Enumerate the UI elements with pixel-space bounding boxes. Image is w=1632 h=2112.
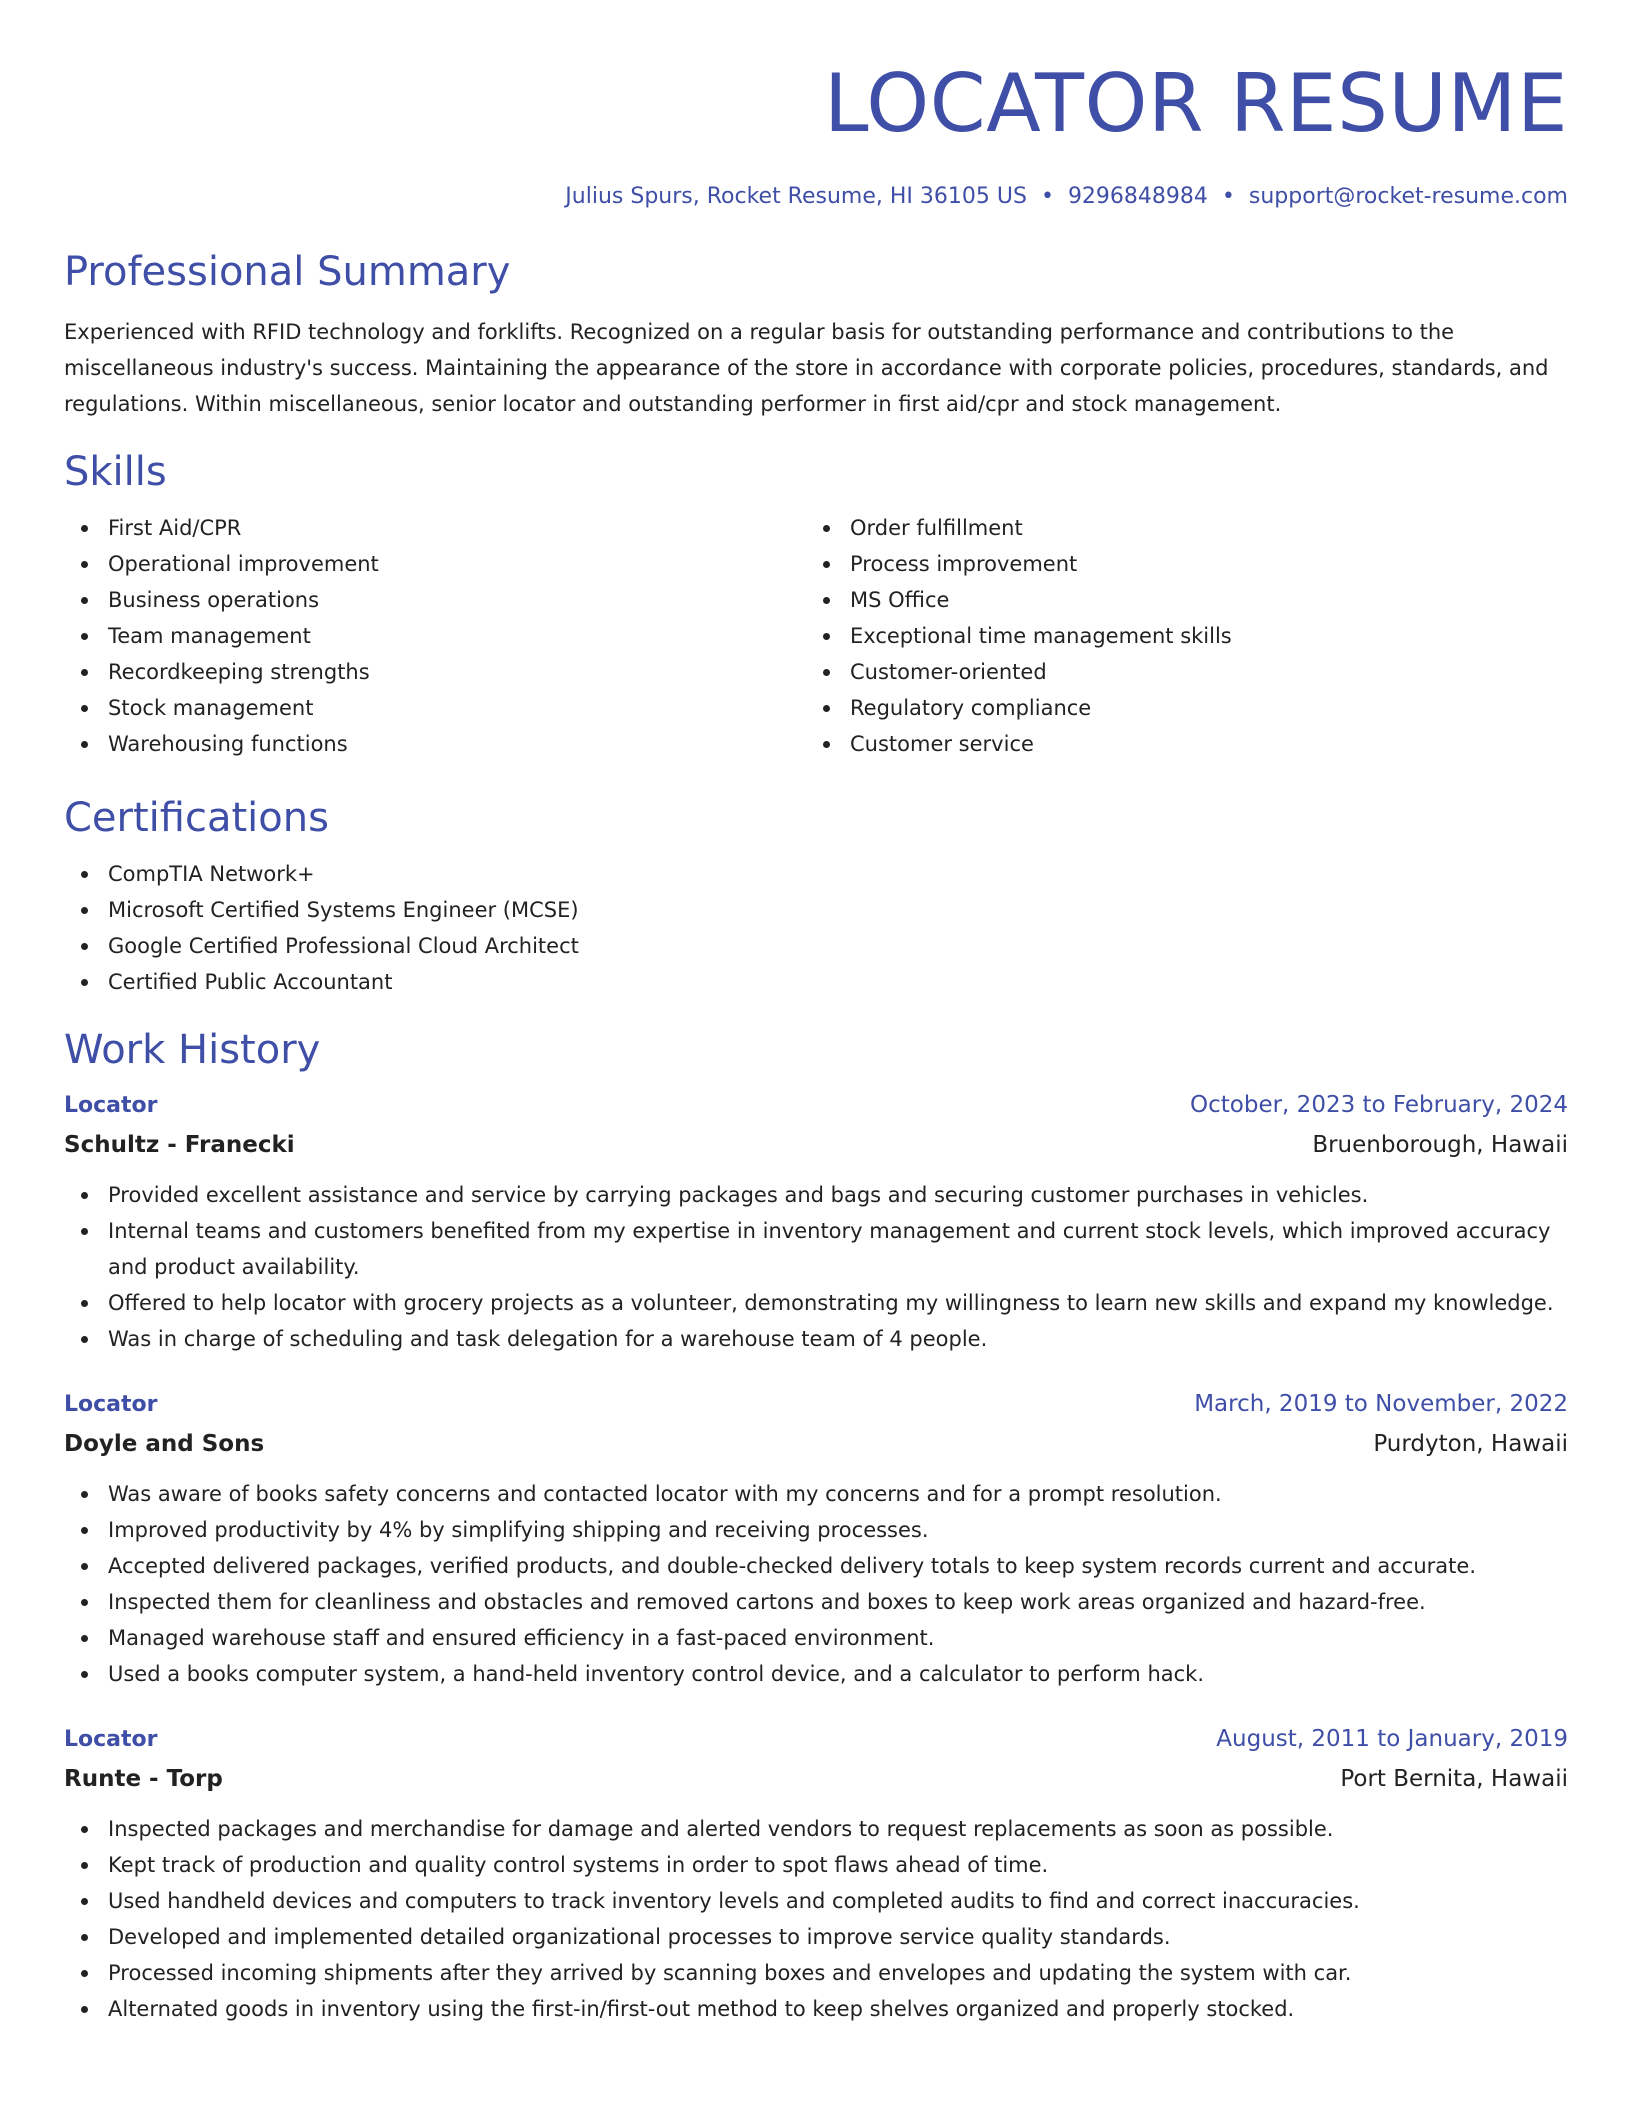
certifications-list [64,856,1568,1000]
job-duty: Improved productivity by 4% by simplifying shipping and receiving processes. [64,1512,1568,1548]
job-duty: Provided excellent assistance and service by carrying packages and bags and securing customer purchases in vehicles. [64,1177,1568,1213]
skill-item: Process improvement [806,546,1548,582]
job-company: Doyle and Sons [64,1431,265,1457]
skill-item: Recordkeeping strengths [64,654,806,690]
job-company-row [64,1759,1568,1799]
certification-item: Google Certified Professional Cloud Architect [64,928,1568,964]
job-duty: Inspected them for cleanliness and obstacles and removed cartons and boxes to keep work areas organized and hazard-free. [64,1584,1568,1620]
job-entry [64,1720,1568,2027]
skills-heading: Skills [64,449,167,495]
certification-item: CompTIA Network+ [64,856,1568,892]
job-duty: Accepted delivered packages, verified products, and double-checked delivery totals to keep system records current and accurate. [64,1548,1568,1584]
skill-item: Stock management [64,690,806,726]
job-duty: Was aware of books safety concerns and contacted locator with my concerns and for a prompt resolution. [64,1476,1568,1512]
skill-item: Exceptional time management skills [806,618,1548,654]
job-duty: Managed warehouse staff and ensured efficiency in a fast-paced environment. [64,1620,1568,1656]
job-duties-list [64,1177,1568,1357]
job-title-row [64,1720,1568,1759]
skill-item: Operational improvement [64,546,806,582]
job-entry [64,1086,1568,1357]
job-duty: Alternated goods in inventory using the first-in/first-out method to keep shelves organized and properly stocked. [64,1991,1568,2027]
job-duty: Inspected packages and merchandise for damage and alerted vendors to request replacements as soon as possible. [64,1811,1568,1847]
skill-item: Regulatory compliance [806,690,1548,726]
job-duties-list [64,1811,1568,2027]
contact-phone: 9296848984 [1067,184,1208,209]
skills-list-left [64,510,806,762]
job-title-row [64,1086,1568,1125]
job-dates: October, 2023 to February, 2024 [1190,1092,1568,1118]
job-duties-list [64,1476,1568,1692]
job-company-row [64,1424,1568,1464]
job-duty: Internal teams and customers benefited from my expertise in inventory management and current stock levels, which improved accuracy and product availability. [64,1213,1568,1285]
skills-grid [64,510,1568,762]
skill-item: Business operations [64,582,806,618]
job-duty: Used handheld devices and computers to track inventory levels and completed audits to find and correct inaccuracies. [64,1883,1568,1919]
skill-item: Customer-oriented [806,654,1548,690]
job-duty: Processed incoming shipments after they arrived by scanning boxes and envelopes and updating the system with car. [64,1955,1568,1991]
job-dates: March, 2019 to November, 2022 [1194,1391,1568,1417]
skill-item: MS Office [806,582,1548,618]
job-duty: Developed and implemented detailed organizational processes to improve service quality standards. [64,1919,1568,1955]
job-location: Bruenborough, Hawaii [1312,1132,1568,1158]
skill-item: First Aid/CPR [64,510,806,546]
contact-separator: • [1221,184,1235,209]
certification-item: Certified Public Accountant [64,964,1568,1000]
skill-item: Customer service [806,726,1548,762]
job-dates: August, 2011 to January, 2019 [1216,1726,1568,1752]
summary-heading: Professional Summary [64,249,511,295]
job-title: Locator [64,1392,158,1417]
job-title: Locator [64,1093,158,1118]
job-company: Runte - Torp [64,1766,223,1792]
job-duty: Offered to help locator with grocery projects as a volunteer, demonstrating my willingness to learn new skills and expand my knowledge. [64,1285,1568,1321]
job-title: Locator [64,1727,158,1752]
job-title-row [64,1385,1568,1424]
contact-line [64,182,1568,212]
summary-text: Experienced with RFID technology and forklifts. Recognized on a regular basis for outstanding performance and contributions to the miscellaneous industry's success. Maintaining the appearance of the store in accordance with corporate policies, procedures, standards, and regulations. Within miscellaneous, senior locator and outstanding performer in first aid/cpr and stock management. [64,320,1549,416]
job-duty: Was in charge of scheduling and task delegation for a warehouse team of 4 people. [64,1321,1568,1357]
skill-item: Order fulfillment [806,510,1548,546]
job-location: Port Bernita, Hawaii [1340,1766,1568,1792]
certification-item: Microsoft Certified Systems Engineer (MCSE) [64,892,1568,928]
certifications-heading: Certifications [64,795,329,841]
job-company: Schultz - Franecki [64,1132,295,1158]
skill-item: Warehousing functions [64,726,806,762]
job-company-row [64,1125,1568,1165]
contact-email: support@rocket-resume.com [1248,184,1568,209]
work-history-heading: Work History [64,1027,321,1073]
job-duty: Kept track of production and quality control systems in order to spot flaws ahead of time. [64,1847,1568,1883]
skill-item: Team management [64,618,806,654]
skills-list-right [806,510,1548,762]
contact-address: Julius Spurs, Rocket Resume, HI 36105 US [565,184,1027,209]
job-duty: Used a books computer system, a hand-held inventory control device, and a calculator to perform hack. [64,1656,1568,1692]
resume-title: LOCATOR RESUME [824,57,1568,150]
job-location: Purdyton, Hawaii [1373,1431,1568,1457]
contact-separator: • [1040,184,1054,209]
job-entry [64,1385,1568,1692]
